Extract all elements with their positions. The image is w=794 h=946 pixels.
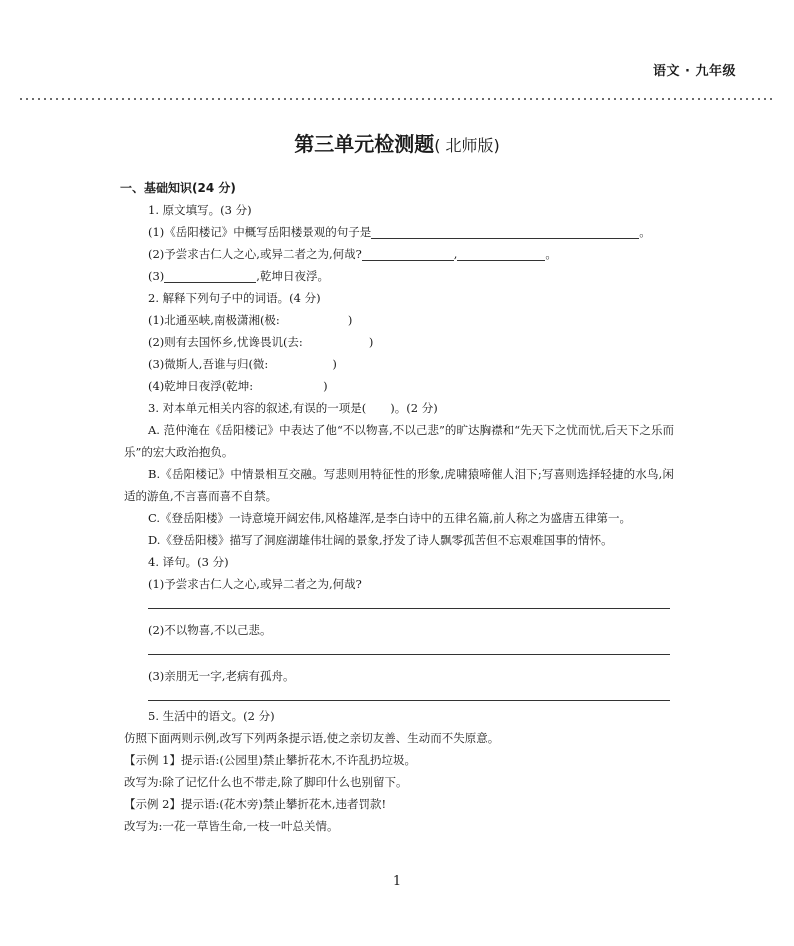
item-close: ) bbox=[368, 335, 374, 349]
question-stem: 1. 原文填写。(3 分) bbox=[148, 203, 252, 217]
example-2-prompt: 【示例 2】提示语:(花木旁)禁止攀折花木,违者罚款! bbox=[124, 797, 387, 811]
answer-line[interactable] bbox=[148, 607, 670, 609]
question-1 bbox=[124, 199, 674, 287]
stem-end: )。(2 分) bbox=[390, 401, 438, 415]
answer-line[interactable] bbox=[148, 699, 670, 701]
item-text: (4)乾坤日夜浮(乾坤: bbox=[148, 379, 254, 393]
question-2 bbox=[124, 287, 674, 397]
question-stem: 5. 生活中的语文。(2 分) bbox=[148, 709, 275, 723]
answer-line[interactable] bbox=[148, 653, 670, 655]
example-1-rewrite: 改写为:除了记忆什么也不带走,除了脚印什么也别留下。 bbox=[124, 775, 408, 789]
question-item bbox=[124, 243, 674, 265]
subject-grade-label: 语文 · 九年级 bbox=[653, 64, 736, 79]
example-2-rewrite: 改写为:一花一草皆生命,一枝一叶总关情。 bbox=[124, 819, 339, 833]
instruction-text: 仿照下面两则示例,改写下列两条提示语,使之亲切友善、生动而不失原意。 bbox=[124, 731, 500, 745]
item-text: (3) bbox=[148, 269, 165, 283]
option-a: A. 范仲淹在《岳阳楼记》中表达了他“不以物喜,不以己悲”的旷达胸襟和“先天下之忧而忧,后天下之乐而乐”的宏大政治抱负。 bbox=[124, 423, 674, 459]
question-item: (2)不以物喜,不以己悲。 bbox=[148, 623, 272, 637]
item-text: (2)则有去国怀乡,忧谗畏讥(去: bbox=[148, 335, 303, 349]
question-4 bbox=[124, 551, 674, 701]
item-text: ,乾坤日夜浮。 bbox=[256, 269, 329, 283]
item-text: (3)微斯人,吾谁与归(微: bbox=[148, 357, 269, 371]
item-end: 。 bbox=[545, 247, 557, 261]
option-b: B.《岳阳楼记》中情景相互交融。写悲则用特征性的形象,虎啸猿啼催人泪下;写喜则选择轻捷的水鸟,闲适的游鱼,不言喜而喜不自禁。 bbox=[124, 467, 674, 503]
question-item bbox=[124, 265, 674, 287]
question-item bbox=[124, 375, 674, 397]
answer-blank[interactable] bbox=[371, 224, 639, 239]
question-stem: 2. 解释下列句子中的词语。(4 分) bbox=[148, 291, 321, 305]
exam-content bbox=[120, 177, 674, 837]
item-end: 。 bbox=[639, 225, 651, 239]
question-item bbox=[124, 221, 674, 243]
question-stem bbox=[124, 397, 674, 419]
section-heading: 一、基础知识(24 分) bbox=[120, 181, 236, 195]
question-3 bbox=[124, 397, 674, 551]
item-text: (2)予尝求古仁人之心,或异二者之为,何哉? bbox=[148, 247, 362, 261]
item-close: ) bbox=[347, 313, 353, 327]
question-stem: 4. 译句。(3 分) bbox=[148, 555, 229, 569]
stem-text: 3. 对本单元相关内容的叙述,有误的一项是( bbox=[148, 401, 367, 415]
option-d: D.《登岳阳楼》描写了洞庭湖雄伟壮阔的景象,抒发了诗人飘零孤苦但不忘艰难国事的情怀。 bbox=[148, 533, 613, 547]
dotted-divider bbox=[18, 98, 776, 100]
item-text: (1)北通巫峡,南极潇湘(极: bbox=[148, 313, 280, 327]
item-close: ) bbox=[332, 357, 337, 371]
item-sep: , bbox=[453, 247, 458, 261]
answer-blank[interactable] bbox=[164, 268, 256, 283]
question-item bbox=[124, 309, 674, 331]
example-1-prompt: 【示例 1】提示语:(公园里)禁止攀折花木,不许乱扔垃圾。 bbox=[124, 753, 416, 767]
question-item bbox=[124, 353, 674, 375]
option-c: C.《登岳阳楼》一诗意境开阔宏伟,风格雄浑,是李白诗中的五律名篇,前人称之为盛唐五律第一。 bbox=[148, 511, 632, 525]
title-main: 第三单元检测题 bbox=[294, 132, 435, 156]
question-item: (3)亲朋无一字,老病有孤舟。 bbox=[148, 669, 295, 683]
item-text: (1)《岳阳楼记》中概写岳阳楼景观的句子是 bbox=[148, 225, 372, 239]
question-item: (1)予尝求古仁人之心,或异二者之为,何哉? bbox=[148, 577, 362, 591]
question-5 bbox=[124, 705, 674, 837]
question-item bbox=[124, 331, 674, 353]
page-number: 1 bbox=[392, 874, 402, 889]
title-sub: ( 北师版) bbox=[434, 136, 500, 155]
page-title bbox=[0, 128, 794, 157]
answer-blank[interactable] bbox=[457, 246, 545, 261]
answer-blank[interactable] bbox=[362, 246, 454, 261]
item-close: ) bbox=[323, 379, 328, 393]
